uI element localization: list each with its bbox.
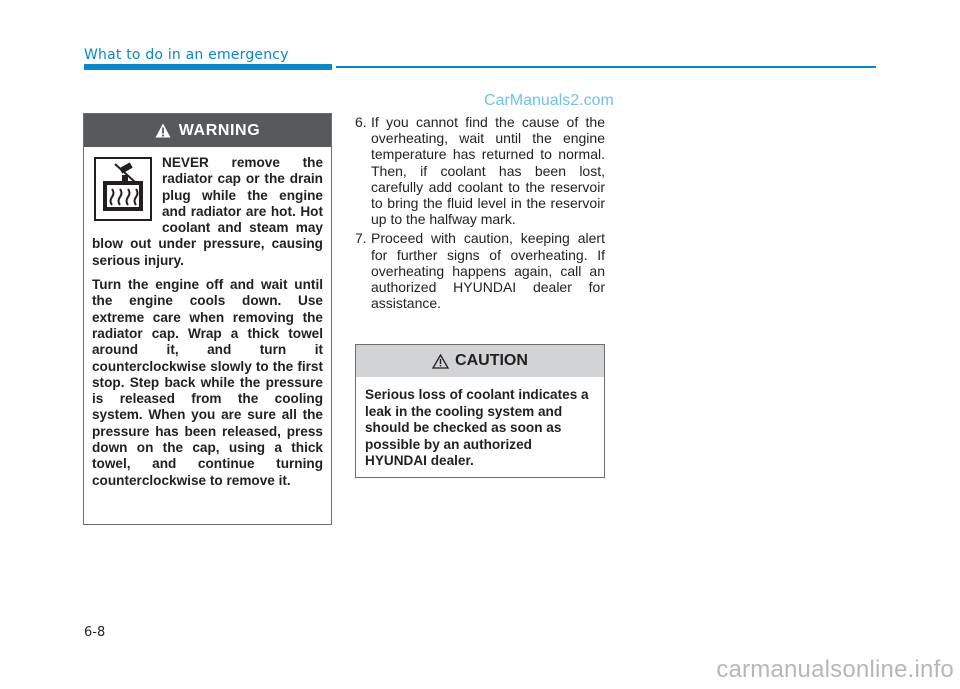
caution-text: Serious loss of coolant indicates a leak in the cooling system and should be checked as soon as possible by an authorized HYUNDAI dealer. xyxy=(365,387,589,469)
section-title: What to do in an emergency xyxy=(84,47,289,63)
step-item xyxy=(355,114,605,227)
step-text: If you cannot find the cause of the overheating, wait until the engine temperature has returned to normal. Then, if coolant has been lost, carefully add coolant to the reservoir to bring the fluid level in the reservoir up to the halfway mark. xyxy=(371,114,605,228)
header-rule-thin xyxy=(336,66,876,68)
warning-paragraph-1: NEVER remove the radiator cap or the drain plug while the engine and radiator are hot. Hot coolant and steam may blow out under pressure, causing serious injury. xyxy=(92,155,323,268)
step-number: 7. xyxy=(355,230,367,247)
step-text: Proceed with caution, keeping alert for further signs of overheating. If overheating happens again, call an authorized HYUNDAI dealer for assistance. xyxy=(371,230,605,312)
step-item xyxy=(355,230,605,311)
step-number: 6. xyxy=(355,114,367,130)
caution-triangle-icon xyxy=(432,354,449,369)
warning-title: WARNING xyxy=(178,121,261,139)
watermark-link-top[interactable]: CarManuals2.com xyxy=(484,92,614,109)
warning-paragraph-2: Turn the engine off and wait until the engine cools down. Use extreme care when removing the radiator cap. Wrap a thick towel around it, and turn it counterclockwise slowly to the first stop. Step back while the pressure is released from the cooling system. When you are sure all the pressure has been released, press down on the cap, using a thick towel, and continue turning counterclockwise to remove it. xyxy=(92,277,323,488)
procedure-steps xyxy=(355,114,605,314)
warning-body xyxy=(84,147,331,489)
caution-title: CAUTION xyxy=(455,352,528,369)
radiator-hot-warning-icon xyxy=(94,157,152,221)
warning-box xyxy=(83,113,332,525)
warning-header xyxy=(84,114,331,147)
header-rule-thick xyxy=(84,64,332,70)
warning-triangle-icon xyxy=(155,123,171,138)
caution-box xyxy=(355,344,605,478)
watermark-link-bottom[interactable]: carmanualsonline.info xyxy=(716,656,954,683)
caution-header xyxy=(356,345,604,377)
page-number: 6-8 xyxy=(84,625,106,640)
